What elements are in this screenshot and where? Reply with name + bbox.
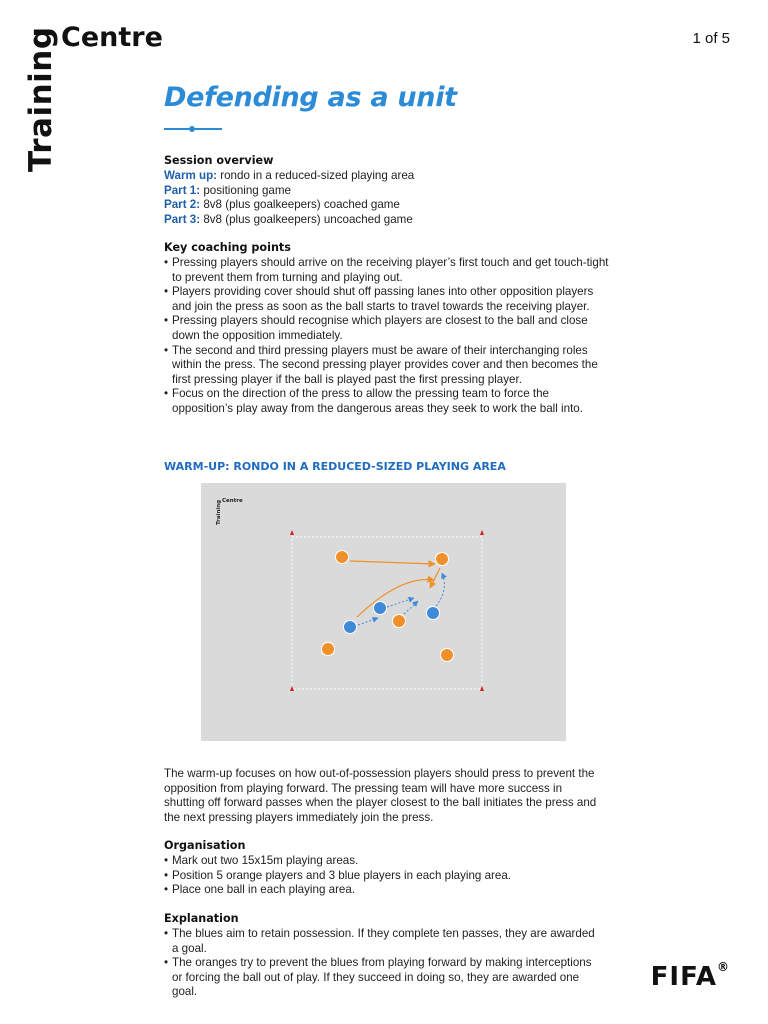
organisation-item: • Place one ball in each playing area.	[164, 883, 614, 898]
blue-player	[374, 602, 387, 615]
coaching-points-heading: Key coaching points	[164, 241, 291, 254]
explanation-section	[164, 912, 604, 1000]
blue-player	[344, 621, 357, 634]
coaching-points-section	[164, 241, 609, 417]
overview-item-warmup: Warm up: rondo in a reduced-sized playing area	[164, 169, 415, 182]
orange-player	[393, 615, 406, 628]
brand-centre-word: Centre	[61, 22, 163, 53]
organisation-item: • Mark out two 15x15m playing areas.	[164, 854, 614, 869]
brand-training-word: Training	[23, 26, 59, 172]
orange-player	[436, 553, 449, 566]
coaching-point: • Pressing players should recognise which players are closest to the ball and close down the opposition immediately.	[164, 314, 609, 343]
page-title: Defending as a unit	[164, 82, 457, 113]
orange-player	[336, 551, 349, 564]
overview-item-part2: Part 2: 8v8 (plus goalkeepers) coached game	[164, 198, 400, 212]
coaching-point: • The second and third pressing players must be aware of their interchanging roles within the press. The second pressing player provides cover and then becomes the first pressing player if the ball is played past the first pressing player.	[164, 344, 609, 388]
organisation-section	[164, 839, 614, 898]
session-overview-heading: Session overview	[164, 154, 274, 167]
coaching-point: • Focus on the direction of the press to allow the pressing team to force the opposition’s play away from the dangerous areas they seek to work the ball into.	[164, 387, 609, 416]
fifa-logo: FIFA®	[650, 960, 730, 992]
page-indicator: 1 of 5	[692, 30, 730, 47]
overview-item-part1: Part 1: positioning game	[164, 183, 291, 197]
diagram-logo-centre: Centre	[222, 498, 243, 504]
orange-player	[441, 649, 454, 662]
explanation-item: • The blues aim to retain possession. If they complete ten passes, they are awarded a goal.	[164, 927, 604, 956]
explanation-item: • The oranges try to prevent the blues from playing forward by making interceptions or forcing the ball out of play. If they succeed in doing so, they are awarded one goal.	[164, 956, 604, 1000]
coaching-points-list	[164, 256, 609, 417]
explanation-list	[164, 927, 604, 1000]
session-overview-section	[164, 154, 614, 227]
warmup-section-heading: WARM-UP: RONDO IN A REDUCED-SIZED PLAYING AREA	[164, 460, 506, 473]
organisation-item: • Position 5 orange players and 3 blue players in each playing area.	[164, 869, 614, 884]
overview-item-part3: Part 3: 8v8 (plus goalkeepers) uncoached game	[164, 212, 413, 226]
explanation-heading: Explanation	[164, 912, 239, 925]
organisation-list	[164, 854, 614, 898]
coaching-point: • Players providing cover should shut off passing lanes into other opposition players and join the press as soon as the ball starts to travel towards the receiving player.	[164, 285, 609, 314]
coaching-point: • Pressing players should arrive on the receiving player’s first touch and get touch-tight to prevent them from turning and playing out.	[164, 256, 609, 285]
organisation-heading: Organisation	[164, 839, 246, 852]
orange-player	[322, 643, 335, 656]
warmup-description: The warm-up focuses on how out-of-possession players should press to prevent the opposition from playing forward. The pressing team will have more success in shutting off forward passes when the player closest to the ball initiates the press and the next pressing players immediately join the press.	[164, 767, 597, 824]
blue-player	[427, 607, 440, 620]
diagram-logo-training: Training	[216, 499, 222, 525]
title-underline-decoration	[164, 124, 222, 134]
rondo-diagram	[201, 483, 566, 741]
